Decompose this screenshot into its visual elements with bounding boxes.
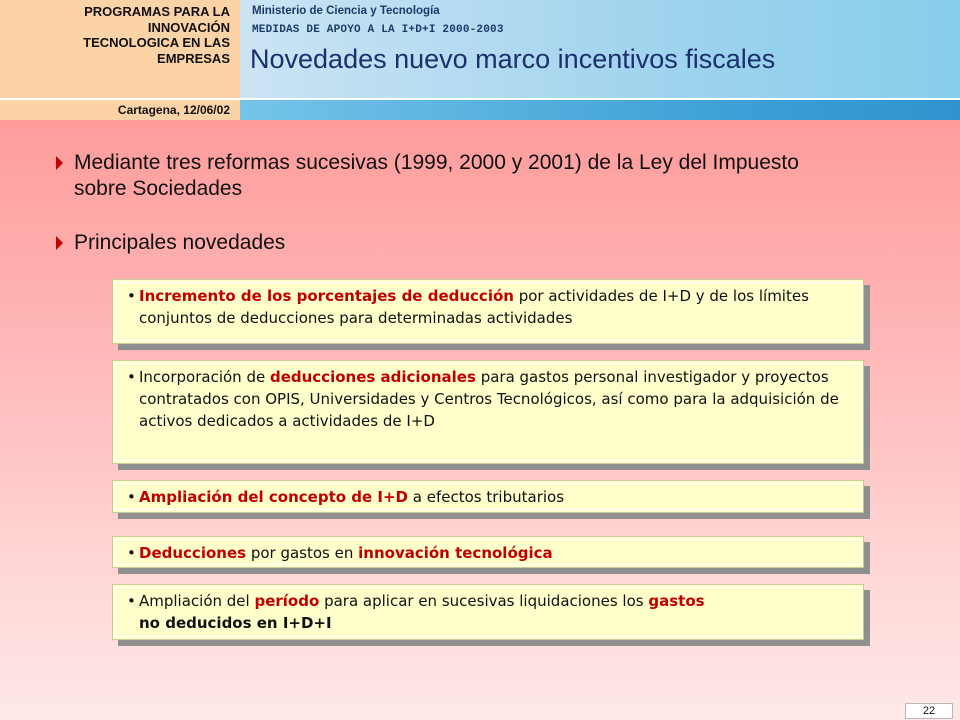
slide-header <box>240 0 960 98</box>
highlight-text: Incremento de los porcentajes de deducción <box>139 287 514 305</box>
measures-label: MEDIDAS DE APOYO A LA I+D+I 2000-2003 <box>252 24 504 36</box>
ministry-label: Ministerio de Ciencia y Tecnología <box>252 5 440 17</box>
date-label: Cartagena, 12/06/02 <box>117 103 230 117</box>
page-title: Novedades nuevo marco incentivos fiscales <box>250 44 776 74</box>
box-text: Incorporación de <box>139 368 270 386</box>
novelty-box-innovation-deductions <box>112 536 864 568</box>
bullet-reforms <box>56 150 856 202</box>
highlight-text: Deducciones <box>139 544 247 562</box>
highlight-text: gastos <box>648 592 705 610</box>
bullet-dot-icon: • <box>127 368 136 386</box>
novelty-box-additional-deductions <box>112 360 864 464</box>
bullet-dot-icon: • <box>127 287 136 305</box>
bullet-dot-icon: • <box>127 592 136 610</box>
program-title-panel <box>0 0 240 98</box>
novelty-box-period-extension <box>112 584 864 640</box>
highlight-text: período <box>254 592 320 610</box>
bullet-dot-icon: • <box>127 544 136 562</box>
program-title-line: INNOVACIÓN <box>147 19 230 35</box>
program-title-line: TECNOLOGICA EN LAS <box>83 35 230 50</box>
bullet-text: Mediante tres reformas sucesivas (1999, 2000 y 2001) de la Ley del Impuesto sobre Sociedades <box>74 151 799 200</box>
date-band <box>0 98 240 120</box>
page-number: 22 <box>905 703 953 719</box>
bullet-novelties <box>56 230 856 256</box>
header-stripe <box>240 98 960 120</box>
arrow-bullet-icon <box>56 236 63 250</box>
box-text: Ampliación del <box>139 592 255 610</box>
box-text: para aplicar en sucesivas liquidaciones los <box>319 592 649 610</box>
highlight-text: innovación tecnológica <box>358 544 553 562</box>
bullet-dot-icon: • <box>127 488 136 506</box>
highlight-text: deducciones adicionales <box>269 368 476 386</box>
novelty-box-rd-concept <box>112 480 864 513</box>
box-text: a efectos tributarios <box>408 488 565 506</box>
program-title-line: PROGRAMAS PARA LA <box>84 4 230 19</box>
arrow-bullet-icon <box>56 156 63 170</box>
box-text: por gastos en <box>246 544 359 562</box>
highlight-text: Ampliación del concepto de I+D <box>139 488 409 506</box>
novelty-box-deduction-increase <box>112 279 864 344</box>
box-text: para gastos personal investigador y proyectos contratados con OPIS, Universidades y Centros Tecnológicos, así como para la adquisición de activos dedicados a actividades de I+D <box>139 368 839 430</box>
box-text: por actividades de I+D y de los límites conjuntos de deducciones para determinadas actividades <box>139 287 809 327</box>
bold-text: no deducidos en I+D+I <box>139 614 332 632</box>
bullet-text: Principales novedades <box>74 231 286 254</box>
program-title-line: EMPRESAS <box>157 50 230 66</box>
